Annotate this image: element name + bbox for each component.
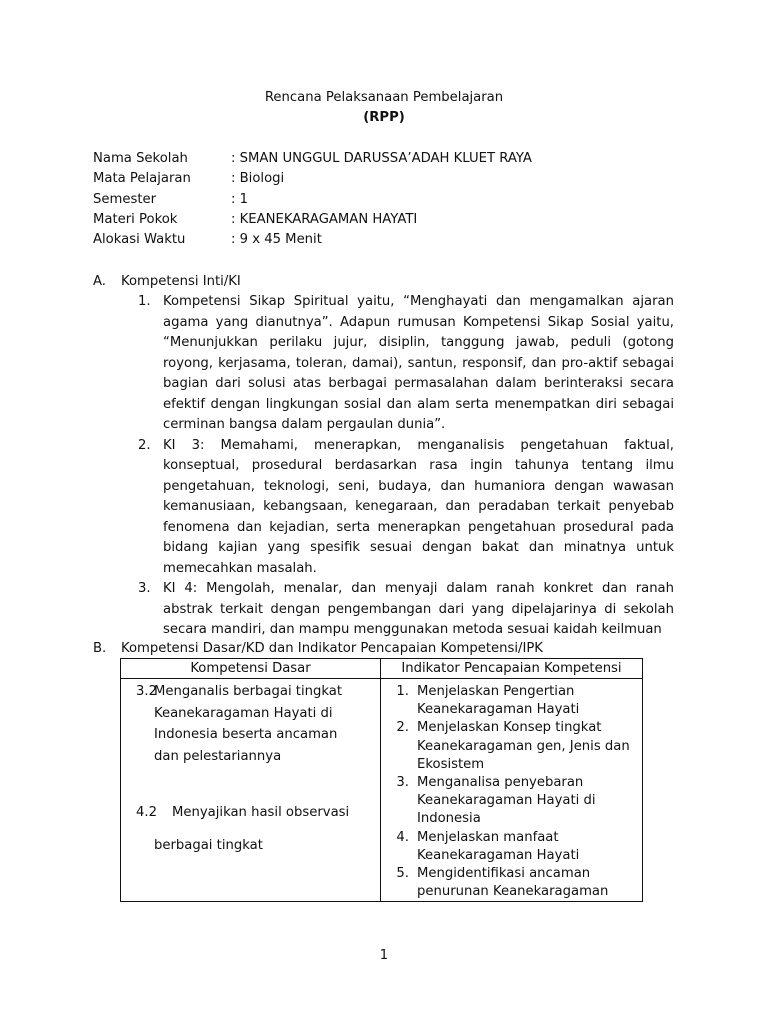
info-label: Materi Pokok	[93, 211, 178, 227]
kd-item	[136, 802, 361, 862]
list-item-text: KI 4: Mengolah, menalar, dan menyaji dalam ranah konkret dan ranah abstrak terkait dengan pengembangan dari yang dipelajarinya di sekolah secara mandiri, dan mampu menggunakan metoda sesuai kaidah keilmuan	[163, 581, 674, 637]
list-item-number: 1.	[138, 294, 151, 309]
list-item	[138, 436, 674, 580]
info-label: Alokasi Waktu	[93, 232, 186, 248]
list-item	[381, 774, 642, 829]
info-label: Nama Sekolah	[93, 151, 188, 166]
info-value: : SMAN UNGGUL DARUSSA’ADAH KLUET RAYA	[231, 151, 532, 166]
list-item-text: KI 3: Memahami, menerapkan, menganalisis pengetahuan faktual, konseptual, prosedural berdasarkan rasa ingin tahunya tentang ilmu pengetahuan, teknologi, seni, budaya, dan humaniora dengan wawasan kemanusiaan, kebangsaan, kenegaraan, dan peradaban terkait penyebab fenomena dan kejadian, serta menerapkan pengetahuan prosedural pada bidang kajian yang spesifik sesuai dengan bakat dan minatnya untuk memecahkan masalah.	[163, 437, 674, 576]
indicator-list	[381, 679, 642, 901]
kd-number: 4.2	[136, 805, 157, 820]
document-subtitle: (RPP)	[363, 110, 405, 125]
list-item-number: 5.	[396, 866, 409, 882]
list-item	[381, 683, 642, 719]
list-item	[138, 579, 674, 641]
list-item-number: 3.	[138, 581, 151, 596]
competency-table	[120, 658, 643, 902]
list-item-text: Kompetensi Sikap Spiritual yaitu, “Menghayati dan mengamalkan ajaran agama yang dianutnya”. Adapun rumusan Kompetensi Sikap Sosial yaitu, “Menunjukkan perilaku jujur, disiplin, tanggung jawab, peduli (gotong royong, kerjasama, toleran, damai), santun, responsif, dan pro-aktif sebagai bagian dari solusi atas berbagai permasalahan dalam berinteraksi secara efektif dengan lingkungan sosial dan alam serta menempatkan diri sebagai cerminan bangsa dalam pergaulan dunia”.	[163, 294, 674, 432]
info-row-school	[93, 149, 532, 169]
info-row-subject	[93, 169, 532, 189]
kd-cell	[121, 679, 381, 902]
info-row-semester	[93, 190, 532, 210]
section-b-heading	[93, 639, 543, 659]
section-title: Kompetensi Inti/KI	[121, 274, 241, 289]
list-item-number: 4.	[396, 829, 409, 845]
list-item-number: 2.	[138, 437, 151, 453]
list-item	[381, 865, 642, 901]
page-number: 1	[379, 948, 389, 963]
list-item-number: 1.	[396, 684, 409, 699]
table-row	[121, 679, 643, 902]
info-value: : 1	[231, 191, 249, 207]
info-label: Mata Pelajaran	[93, 171, 191, 187]
section-letter: B.	[93, 641, 107, 656]
list-item-text: Menjelaskan manfaat Keanekaragaman Hayati	[417, 829, 580, 863]
core-competency-list	[138, 292, 674, 641]
list-item-text: Mengidentifikasi ancaman penurunan Keanekaragaman	[417, 866, 609, 900]
info-label: Semester	[93, 191, 157, 207]
kd-item	[136, 681, 361, 767]
kd-text: Menganalis berbagai tingkat Keanekaragaman Hayati di Indonesia beserta ancaman dan pelestariannya	[154, 684, 343, 764]
list-item	[381, 829, 642, 865]
info-row-topic	[93, 210, 532, 230]
list-item-text: Menjelaskan Konsep tingkat Keanekaragaman gen, Jenis dan Ekosistem	[417, 720, 630, 772]
kd-number: 3.2	[136, 684, 157, 699]
document-title: Rencana Pelaksanaan Pembelajaran	[264, 90, 504, 105]
list-item-text: Menjelaskan Pengertian Keanekaragaman Hayati	[417, 684, 580, 718]
table-header-ipk: Indikator Pencapaian Kompetensi	[381, 659, 643, 679]
ipk-cell	[381, 679, 643, 902]
section-a-heading	[93, 272, 241, 292]
list-item	[381, 719, 642, 774]
info-value: : Biologi	[231, 171, 285, 187]
section-title: Kompetensi Dasar/KD dan Indikator Pencapaian Kompetensi/IPK	[121, 641, 543, 656]
info-value: : KEANEKARAGAMAN HAYATI	[231, 211, 418, 227]
list-item-number: 3.	[396, 775, 409, 791]
list-item-text: Menganalisa penyebaran Keanekaragaman Hayati di Indonesia	[417, 775, 596, 827]
identity-block	[93, 149, 532, 250]
table-header-kd: Kompetensi Dasar	[121, 659, 381, 679]
list-item	[138, 292, 674, 436]
list-item-number: 2.	[396, 720, 409, 736]
section-letter: A.	[93, 274, 106, 289]
info-row-time	[93, 230, 532, 250]
info-value: : 9 x 45 Menit	[231, 232, 322, 248]
table-header-row	[121, 659, 643, 679]
kd-text: Menyajikan hasil observasi berbagai tingkat	[154, 805, 350, 853]
